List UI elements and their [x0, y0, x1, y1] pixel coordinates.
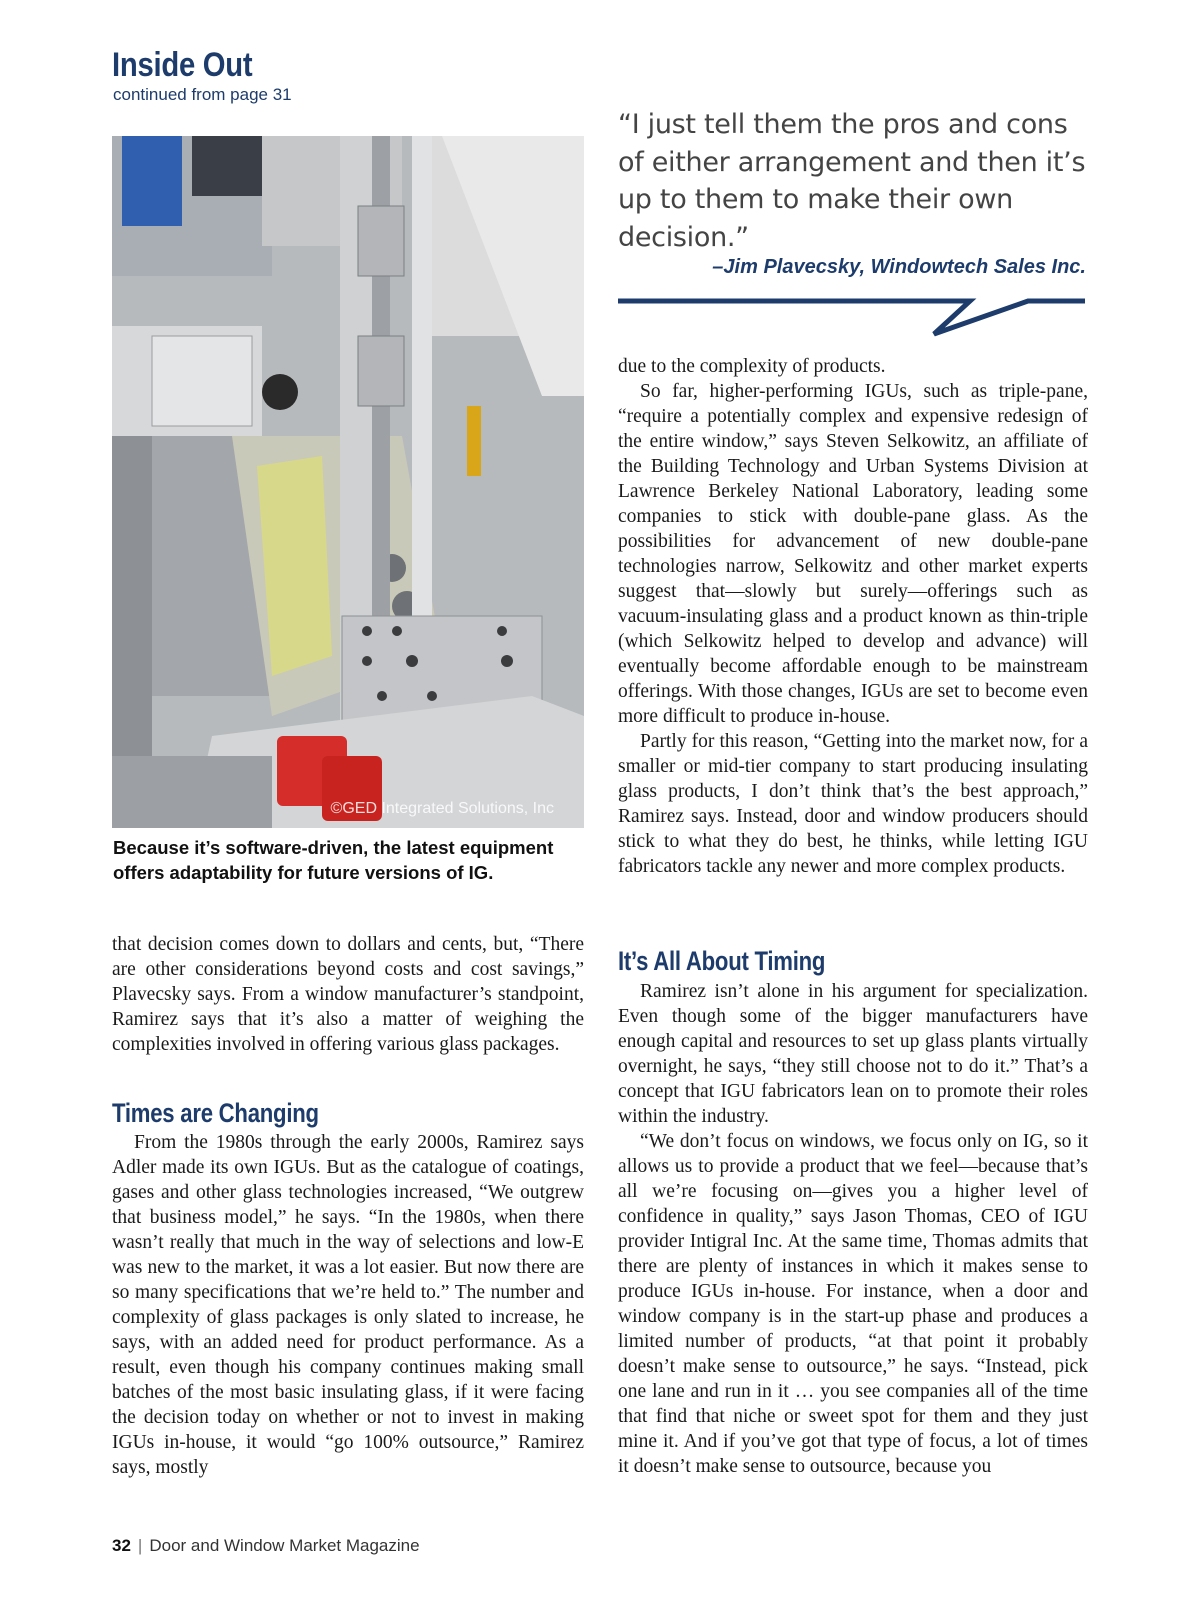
page-number: 32 — [112, 1536, 131, 1555]
section-title: Inside Out — [112, 46, 253, 84]
photo-illustration — [112, 136, 584, 828]
body-paragraph: Partly for this reason, “Getting into the market now, for a smaller or mid-tier company to start producing insulating glass products, I don’t think that’s the best approach,” Ramirez says. Instead, door and window producers should stick to what they do best, he thinks, while letting IGU fabricators tackle any newer and more complex products. — [618, 731, 1088, 877]
body-paragraph: So far, higher-performing IGUs, such as triple-pane, “require a potentially complex and expensive redesign of the entire window,” says Steven Selkowitz, an affiliate of the Building Technology and Urban Systems Division at Lawrence Berkeley National Laboratory, leading some companies to stick with double-pane glass. As the possibilities for advancement of new double-pane technologies narrow, Selkowitz and other market experts suggest that—slowly but surely—offerings such as vacuum-insulating glass and a product known as thin-triple (which Selkowitz helped to develop and advance) will eventually become affordable enough to be mainstream offerings. With those changes, IGUs are set to become even more difficult to produce in-house. — [618, 381, 1088, 727]
left-column-body — [112, 1130, 584, 1480]
pull-quote-attribution: –Jim Plavecsky, Windowtech Sales Inc. — [712, 256, 1086, 278]
equipment-photo — [112, 136, 584, 828]
body-paragraph: that decision comes down to dollars and cents, but, “There are other considerations beyond costs and cost savings,” Plavecsky says. From a window manufacturer’s standpoint, Ramirez says that it’s also a matter of weighing the complexities involved in offering various glass packages. — [112, 934, 584, 1055]
photo-credit: ©GED Integrated Solutions, Inc — [330, 800, 554, 817]
speech-bubble-rule — [618, 294, 1088, 340]
continued-note: continued from page 31 — [113, 85, 292, 104]
right-column-body-continued — [618, 979, 1088, 1479]
magazine-name: Door and Window Market Magazine — [149, 1536, 420, 1555]
left-column-intro — [112, 932, 584, 1057]
footer-separator: | — [137, 1536, 143, 1555]
body-paragraph: From the 1980s through the early 2000s, Ramirez says Adler made its own IGUs. But as the catalogue of coatings, gases and other glass technologies increased, “We outgrew that business model,” he says. “In the 1980s, when there wasn’t really that much in the way of selections and low-E was new to the market, it was a lot easier. But now there are so many specifications that we’re held to.” The number and complexity of glass packages is only slated to increase, he says, with an added need for product performance. As a result, even though his company continues making small batches of the most basic insulating glass, if it were facing the decision today on whether or not to invest in making IGUs in-house, it would “go 100% outsource,” Ramirez says, mostly — [112, 1132, 584, 1478]
photo-caption: Because it’s software-driven, the latest equipment offers adaptability for future versions of IG. — [113, 837, 554, 883]
body-paragraph: “We don’t focus on windows, we focus only on IG, so it allows us to provide a product that we feel—because that’s all we’re focusing on—gives you a higher level of confidence in quality,” says Jason Thomas, CEO of IGU provider Intigral Inc. At the same time, Thomas admits that there are plenty of instances in which it makes sense to produce IGUs in-house. For instance, when a door and window company is in the start-up phase and produces a limited number of products, “at that point it probably doesn’t make sense to outsource,” he says. “Instead, pick one lane and run in it … you see companies all of the time that find that niche or sweet spot for them and they just mine it. And if you’ve got that type of focus, a lot of times it doesn’t make sense to outsource, because you — [618, 1131, 1088, 1477]
pull-quote: “I just tell them the pros and cons of either arrangement and then it’s up to them to make their own decision.” — [618, 109, 1086, 253]
subhead-times-are-changing: Times are Changing — [112, 1098, 319, 1128]
right-column-body — [618, 354, 1088, 879]
body-paragraph: due to the complexity of products. — [618, 356, 886, 377]
body-paragraph: Ramirez isn’t alone in his argument for specialization. Even though some of the bigger manufacturers have enough capital and resources to set up glass plants virtually overnight, he says, “they still choose not to do it.” That’s a concept that IGU fabricators lean on to promote their roles within the industry. — [618, 981, 1088, 1127]
subhead-all-about-timing: It’s All About Timing — [618, 946, 826, 976]
page-footer — [112, 1536, 420, 1556]
